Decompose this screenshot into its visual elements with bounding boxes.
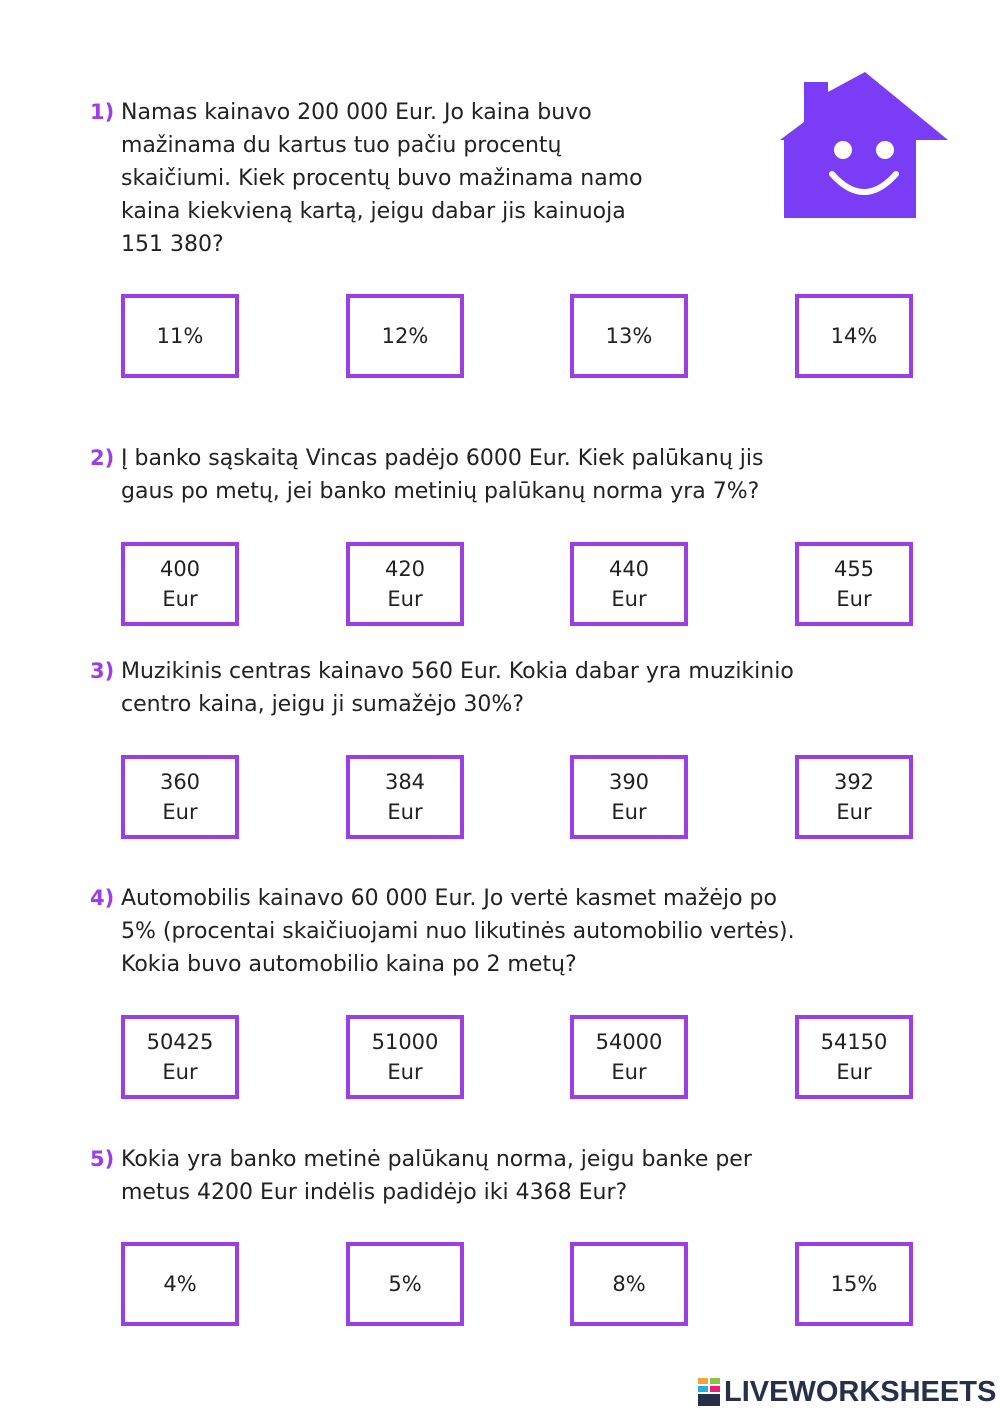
answer-option-box[interactable] bbox=[121, 294, 239, 378]
answer-option-box[interactable] bbox=[121, 1015, 239, 1099]
option-label: 384 bbox=[384, 770, 426, 794]
question-text bbox=[121, 96, 643, 261]
question-line: Muzikinis centras kainavo 560 Eur. Kokia dabar yra muzikinio bbox=[121, 659, 794, 684]
answer-option-box[interactable] bbox=[795, 1242, 913, 1326]
question-line: metus 4200 Eur indėlis padidėjo iki 4368 Eur? bbox=[121, 1180, 628, 1205]
answer-option-box[interactable] bbox=[121, 542, 239, 626]
liveworksheets-branding bbox=[698, 1374, 996, 1410]
question-number: 2) bbox=[90, 446, 115, 470]
question-line: gaus po metų, jei banko metinių palūkanų norma yra 7%? bbox=[121, 479, 760, 504]
option-label: 8% bbox=[612, 1272, 646, 1296]
question-line: Kokia yra banko metinė palūkanų norma, jeigu banke per bbox=[121, 1147, 752, 1172]
option-unit: Eur bbox=[387, 800, 423, 824]
option-unit: Eur bbox=[387, 587, 423, 611]
question-text bbox=[121, 442, 763, 508]
question-line: mažinama du kartus tuo pačiu procentų bbox=[121, 133, 562, 158]
option-label: 360 bbox=[159, 770, 201, 794]
option-label: 54000 bbox=[595, 1030, 663, 1054]
question-text bbox=[121, 655, 794, 721]
question-line: centro kaina, jeigu ji sumažėjo 30%? bbox=[121, 692, 524, 717]
question-line: Kokia buvo automobilio kaina po 2 metų? bbox=[121, 952, 577, 977]
option-unit: Eur bbox=[611, 800, 647, 824]
option-unit: Eur bbox=[162, 800, 198, 824]
option-label: 455 bbox=[833, 557, 875, 581]
answer-option-box[interactable] bbox=[795, 1015, 913, 1099]
answer-option-box[interactable] bbox=[346, 1242, 464, 1326]
option-unit: Eur bbox=[836, 800, 872, 824]
option-label: 11% bbox=[156, 324, 204, 348]
option-label: 51000 bbox=[371, 1030, 439, 1054]
question-number: 5) bbox=[90, 1147, 115, 1171]
question-text bbox=[121, 1143, 752, 1209]
answer-option-box[interactable] bbox=[570, 755, 688, 839]
option-unit: Eur bbox=[836, 587, 872, 611]
answer-option-box[interactable] bbox=[795, 542, 913, 626]
option-unit: Eur bbox=[387, 1060, 423, 1084]
question-line: 151 380? bbox=[121, 232, 224, 257]
option-label: 14% bbox=[830, 324, 878, 348]
answer-option-box[interactable] bbox=[795, 755, 913, 839]
answer-option-box[interactable] bbox=[121, 1242, 239, 1326]
option-label: 13% bbox=[605, 324, 653, 348]
option-label: 420 bbox=[384, 557, 426, 581]
option-unit: Eur bbox=[162, 1060, 198, 1084]
brand-name: LIVEWORKSHEETS bbox=[724, 1375, 997, 1408]
liveworksheets-logo-icon bbox=[698, 1378, 720, 1406]
question-line: Automobilis kainavo 60 000 Eur. Jo vertė kasmet mažėjo po bbox=[121, 886, 777, 911]
answer-option-box[interactable] bbox=[346, 542, 464, 626]
option-label: 392 bbox=[833, 770, 875, 794]
answer-option-box[interactable] bbox=[570, 294, 688, 378]
question-text bbox=[121, 882, 795, 981]
option-unit: Eur bbox=[611, 1060, 647, 1084]
option-label: 15% bbox=[830, 1272, 878, 1296]
option-label: 54150 bbox=[820, 1030, 888, 1054]
answer-option-box[interactable] bbox=[346, 1015, 464, 1099]
option-label: 390 bbox=[608, 770, 650, 794]
question-number: 3) bbox=[90, 659, 115, 683]
answer-option-box[interactable] bbox=[121, 755, 239, 839]
answer-option-box[interactable] bbox=[795, 294, 913, 378]
answer-option-box[interactable] bbox=[570, 1242, 688, 1326]
question-line: skaičiumi. Kiek procentų buvo mažinama namo bbox=[121, 166, 643, 191]
question-line: kaina kiekvieną kartą, jeigu dabar jis kainuoja bbox=[121, 199, 626, 224]
option-unit: Eur bbox=[162, 587, 198, 611]
answer-option-box[interactable] bbox=[570, 1015, 688, 1099]
option-label: 5% bbox=[388, 1272, 422, 1296]
house-smiley-icon bbox=[780, 72, 950, 222]
option-label: 12% bbox=[381, 324, 429, 348]
option-label: 400 bbox=[159, 557, 201, 581]
question-line: 5% (procentai skaičiuojami nuo likutinės automobilio vertės). bbox=[121, 919, 795, 944]
option-label: 4% bbox=[163, 1272, 197, 1296]
option-label: 50425 bbox=[146, 1030, 214, 1054]
answer-option-box[interactable] bbox=[346, 294, 464, 378]
option-label: 440 bbox=[608, 557, 650, 581]
question-number: 4) bbox=[90, 886, 115, 910]
question-line: Į banko sąskaitą Vincas padėjo 6000 Eur. Kiek palūkanų jis bbox=[121, 446, 764, 471]
option-unit: Eur bbox=[611, 587, 647, 611]
question-line: Namas kainavo 200 000 Eur. Jo kaina buvo bbox=[121, 100, 592, 125]
question-number: 1) bbox=[90, 100, 115, 124]
answer-option-box[interactable] bbox=[346, 755, 464, 839]
option-unit: Eur bbox=[836, 1060, 872, 1084]
answer-option-box[interactable] bbox=[570, 542, 688, 626]
